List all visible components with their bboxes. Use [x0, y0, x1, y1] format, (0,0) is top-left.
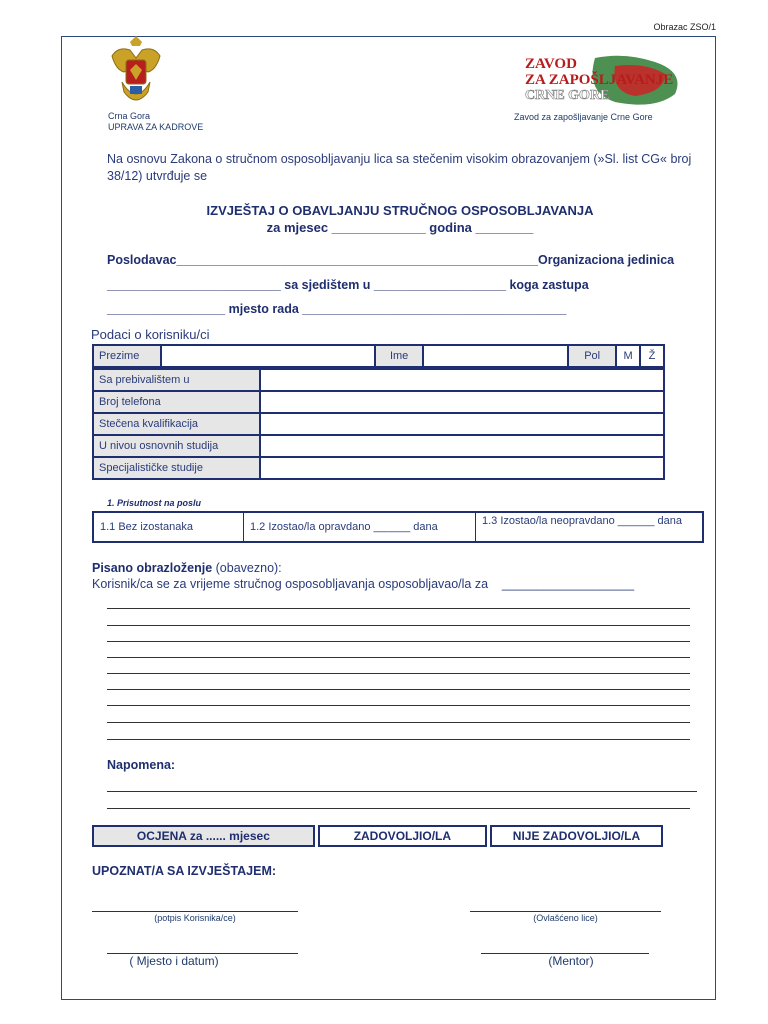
presence-no-absence[interactable]: 1.1 Bez izostanaka [94, 513, 244, 541]
ime-field[interactable] [423, 345, 568, 367]
coa-label [108, 111, 203, 133]
user-data-label: Podaci o korisniku/ci [91, 327, 210, 342]
explanation-text: Korisnik/ca se za vrijeme stručnog osposobljavanja osposobljavao/la za ___________________ [92, 577, 635, 591]
pol-z-checkbox[interactable]: Ž [640, 345, 664, 367]
explanation-title-rest: (obavezno): [212, 561, 282, 575]
acknowledged-label: UPOZNAT/A SA IZVJEŠTAJEM: [92, 864, 277, 878]
report-title [100, 202, 700, 236]
napomena-line[interactable] [107, 791, 697, 792]
mentor-caption: (Mentor) [548, 954, 594, 968]
ime-label: Ime [375, 345, 423, 367]
user-signature-line[interactable] [92, 911, 298, 912]
employer-label: Poslodavac [107, 253, 177, 267]
row-label: Specijalističke studije [93, 457, 260, 479]
row-field[interactable] [260, 413, 664, 435]
row-label: U nivou osnovnih studija [93, 435, 260, 457]
employer-row-1 [107, 253, 674, 267]
rating-month[interactable]: OCJENA za ...... mjesec [92, 825, 315, 847]
country-name: Crna Gora [108, 111, 151, 121]
rating-row [92, 825, 666, 847]
explanation-line[interactable] [107, 722, 690, 723]
pol-m-checkbox[interactable]: M [616, 345, 640, 367]
explanation-title-bold: Pisano obrazloženje [92, 561, 213, 575]
rating-not-satisfied[interactable]: NIJE ZADOVOLJIO/LA [490, 825, 663, 847]
intro-paragraph: Na osnovu Zakona o stručnom osposobljavanju lica sa stečenim visokim obrazovanjem (»Sl. list CG« broj 38/12) utvrđuje se [107, 152, 692, 183]
explanation-line[interactable] [107, 673, 690, 674]
rating-satisfied[interactable]: ZADOVOLJIO/LA [318, 825, 487, 847]
row-label: Broj telefona [93, 391, 260, 413]
row-field[interactable] [260, 457, 664, 479]
explanation-line[interactable] [107, 608, 690, 609]
presence-heading: 1. Prisutnost na poslu [107, 498, 202, 508]
logo-line-1: ZAVOD [525, 56, 577, 72]
place-date-caption: ( Mjesto i datum) [129, 954, 219, 968]
presence-excused[interactable]: 1.2 Izostao/la opravdano ______ dana [244, 513, 476, 541]
explanation-line[interactable] [107, 689, 690, 690]
zavod-caption: Zavod za zapošljavanje Crne Gore [514, 112, 653, 122]
presence-table [92, 511, 704, 543]
employer-row-2[interactable]: _________________________ sa sjedištem u ___________________ koga zastupa [107, 278, 589, 292]
row-field[interactable] [260, 391, 664, 413]
prezime-field[interactable] [161, 345, 375, 367]
user-name-table [92, 344, 665, 368]
title-line-2: za mjesec _____________ godina ________ [266, 220, 534, 235]
logo-line-2: ZA ZAPOŠLJAVANJE [525, 72, 674, 88]
explanation-line[interactable] [107, 625, 690, 626]
user-details-table [92, 368, 665, 480]
employer-blank[interactable]: ____________________________________________________Organizaciona jedinica [176, 253, 675, 267]
explanation-title [92, 561, 282, 575]
row-field[interactable] [260, 435, 664, 457]
employer-row-3[interactable]: _________________ mjesto rada ______________________________________ [107, 302, 567, 316]
row-label: Stečena kvalifikacija [93, 413, 260, 435]
presence-unexcused[interactable]: 1.3 Izostao/la neopravdano ______ dana [482, 515, 682, 527]
coat-of-arms-icon [108, 36, 164, 108]
user-signature-caption: (potpis Korisnika/ce) [154, 913, 236, 923]
row-label: Sa prebivalištem u [93, 369, 260, 391]
form-code: Obrazac ZSO/1 [653, 22, 716, 32]
napomena-label: Napomena: [107, 758, 176, 772]
explanation-line[interactable] [107, 705, 690, 706]
pol-label: Pol [568, 345, 616, 367]
napomena-line[interactable] [107, 808, 690, 809]
explanation-line[interactable] [107, 657, 690, 658]
authorized-signature-caption: (Ovlašćeno lice) [533, 913, 598, 923]
prezime-label: Prezime [93, 345, 161, 367]
authority-name: UPRAVA ZA KADROVE [108, 122, 204, 132]
logo-line-3: CRNE GORE [525, 88, 610, 103]
title-line-1: IZVJEŠTAJ O OBAVLJANJU STRUČNOG OSPOSOBLJAVANJA [206, 203, 594, 218]
explanation-line[interactable] [107, 641, 690, 642]
zavod-logo-icon [525, 52, 691, 110]
row-field[interactable] [260, 369, 664, 391]
authorized-signature-line[interactable] [470, 911, 661, 912]
explanation-line[interactable] [107, 739, 690, 740]
